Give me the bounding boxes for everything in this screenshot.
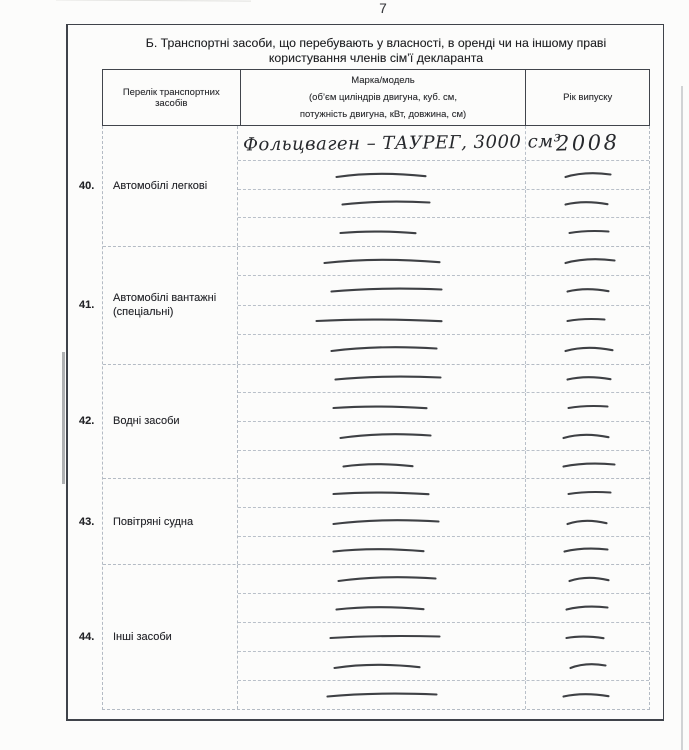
table-row [238, 334, 649, 363]
column-header-year: Рік випуску [525, 70, 649, 125]
make-model-cell [238, 652, 525, 680]
empty-dash-mark [332, 545, 425, 555]
year-cell [525, 479, 649, 507]
make-model-cell [238, 126, 562, 160]
table-row [238, 450, 649, 479]
table-row [238, 479, 649, 507]
year-cell [525, 276, 649, 304]
year-cell [525, 681, 649, 709]
vehicle-category-label: Автомобілі легкові [103, 126, 238, 246]
empty-dash-mark [564, 256, 616, 266]
column-header-make-line2: (об’єм циліндрів двигуна, куб. см, [309, 92, 457, 103]
table-row [238, 622, 649, 651]
empty-dash-mark [563, 545, 609, 555]
empty-dash-mark [564, 170, 612, 180]
empty-dash-mark [332, 488, 430, 498]
row-number: 41. [79, 299, 95, 312]
table-row [238, 392, 649, 421]
empty-dash-mark [564, 198, 609, 208]
empty-dash-mark [564, 344, 614, 354]
empty-dash-mark [566, 315, 606, 325]
year-cell [525, 161, 649, 189]
column-header-make-line1: Марка/модель [351, 75, 415, 86]
empty-dash-mark [335, 170, 427, 180]
empty-dash-mark [341, 198, 431, 208]
empty-dash-mark [329, 632, 441, 642]
table-row [238, 365, 649, 393]
make-model-cell [238, 190, 525, 218]
year-cell [525, 623, 649, 651]
year-cell [525, 422, 649, 450]
empty-dash-mark [562, 460, 616, 470]
column-header-make-model [240, 70, 526, 125]
section-title-line1: Б. Транспортні засоби, що перебувають у власності, в оренді чи на іншому праві [145, 36, 607, 50]
vehicle-category-label: Автомобілі вантажні (спеціальні) [103, 247, 238, 364]
empty-dash-mark [339, 431, 432, 441]
table-row [238, 421, 649, 450]
year-cell [525, 247, 649, 275]
column-header-vehicles: Перелік транспортних засобів [122, 86, 220, 109]
empty-dash-mark [569, 661, 607, 671]
table-row [238, 565, 649, 593]
scan-edge-artifact [681, 86, 683, 750]
table-body [79, 126, 650, 710]
table-row [238, 536, 649, 565]
empty-dash-mark [337, 574, 437, 584]
vehicle-category-label: Повітряні судна [103, 479, 238, 564]
empty-dash-mark [568, 227, 610, 237]
make-model-cell [238, 393, 525, 421]
make-model-cell [238, 161, 525, 189]
year-cell [525, 393, 649, 421]
empty-dash-mark [562, 431, 610, 441]
table-row [238, 593, 649, 622]
scan-edge-artifact [62, 352, 65, 484]
make-model-cell [238, 565, 525, 593]
page-number: 7 [379, 1, 387, 16]
empty-dash-mark [567, 402, 609, 412]
row-number: 40. [79, 179, 95, 192]
empty-dash-mark [566, 373, 612, 383]
vehicle-category-label: Інші засоби [103, 565, 238, 709]
year-cell [525, 594, 649, 622]
table-row [238, 126, 649, 160]
table-row [238, 217, 649, 246]
table-row-group [79, 126, 649, 246]
table-header [102, 69, 650, 126]
empty-dash-mark [566, 517, 608, 527]
make-model-cell [238, 451, 525, 479]
make-model-cell [238, 247, 525, 275]
table-row-group [79, 564, 649, 709]
make-model-cell [238, 537, 525, 565]
empty-dash-mark [566, 285, 610, 295]
empty-dash-mark [567, 488, 612, 498]
empty-dash-mark [334, 373, 442, 383]
section-b-frame [66, 24, 664, 721]
empty-dash-mark [330, 344, 438, 354]
make-model-cell [238, 218, 525, 246]
empty-dash-mark [565, 603, 609, 613]
column-header-make-line3: потужність двигуна, кВт, довжина, см) [299, 109, 467, 120]
make-model-cell [238, 479, 525, 507]
make-model-cell [238, 276, 525, 304]
table-row [238, 305, 649, 334]
empty-dash-mark [326, 690, 438, 700]
make-model-cell [238, 594, 525, 622]
row-number: 43. [79, 515, 95, 528]
section-title-line2: користування членів сім’ї декларанта [268, 50, 484, 65]
year-cell [525, 190, 649, 218]
table-row [238, 247, 649, 275]
empty-dash-mark [333, 661, 421, 671]
year-cell [525, 365, 649, 393]
make-model-cell [238, 508, 525, 536]
year-cell [525, 565, 649, 593]
table-row-group [79, 246, 649, 364]
table-row-group [79, 478, 649, 564]
row-number: 42. [79, 415, 95, 428]
empty-dash-mark [342, 460, 414, 470]
table-row [238, 275, 649, 304]
year-cell [525, 652, 649, 680]
make-model-cell [238, 335, 525, 363]
year-cell [525, 306, 649, 334]
table-row [238, 160, 649, 189]
empty-dash-mark [562, 690, 610, 700]
empty-dash-mark [315, 315, 443, 325]
make-model-cell [238, 365, 525, 393]
table-row [238, 507, 649, 536]
table-row [238, 189, 649, 218]
empty-dash-mark [565, 632, 605, 642]
year-cell [525, 218, 649, 246]
year-cell [525, 537, 649, 565]
make-model-cell [238, 623, 525, 651]
empty-dash-mark [330, 285, 443, 295]
empty-dash-mark [332, 402, 428, 412]
handwritten-year: 2008 [555, 130, 620, 156]
table-row-group [79, 364, 649, 479]
empty-dash-mark [323, 256, 441, 266]
section-title [102, 36, 650, 65]
empty-dash-mark [335, 603, 425, 613]
make-model-cell [238, 422, 525, 450]
empty-dash-mark [339, 227, 417, 237]
year-cell [525, 335, 649, 363]
empty-dash-mark [332, 517, 440, 527]
year-cell [525, 451, 649, 479]
vehicle-category-label: Водні засоби [103, 365, 238, 479]
year-cell [525, 508, 649, 536]
empty-dash-mark [568, 574, 610, 584]
handwritten-make-model: Фольцваген – ТАУРЕГ, 3000 см³ [242, 130, 562, 155]
table-row [238, 651, 649, 680]
row-number: 44. [79, 631, 95, 644]
make-model-cell [238, 306, 525, 334]
make-model-cell [238, 681, 525, 709]
table-row [238, 680, 649, 709]
